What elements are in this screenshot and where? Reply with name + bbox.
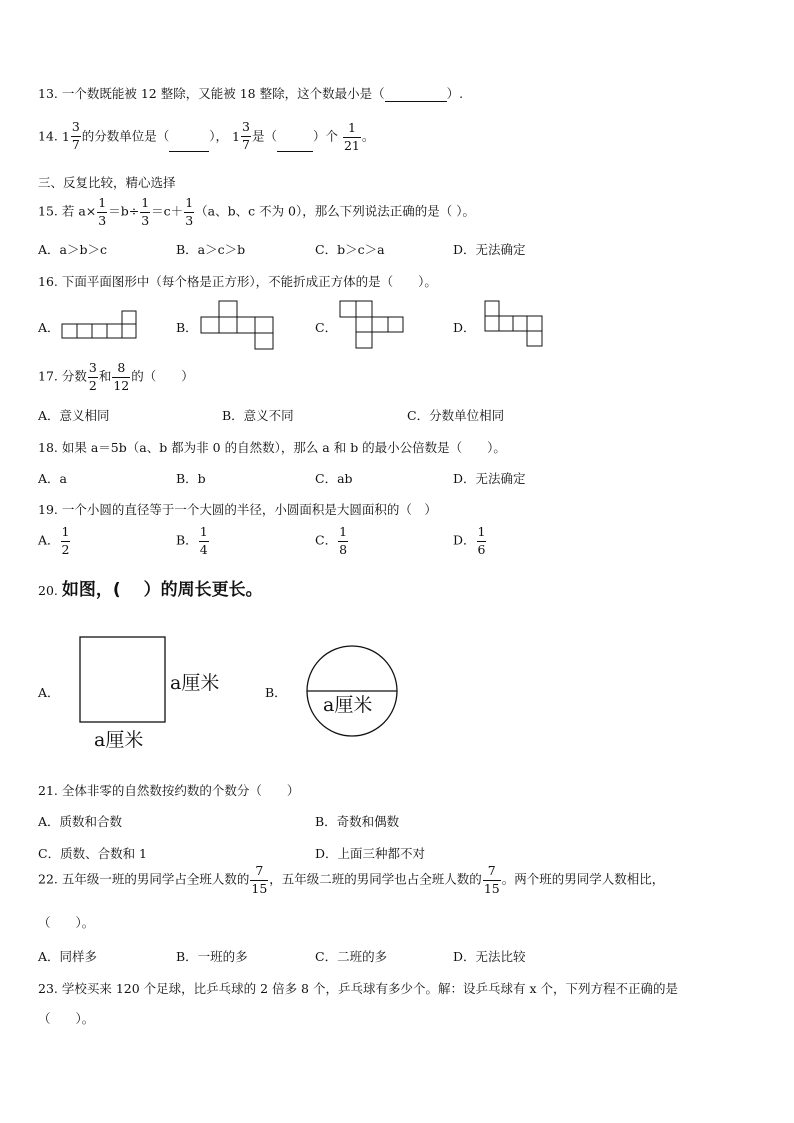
option-c[interactable]: C．质数、合数和 1: [38, 846, 147, 861]
question-22: 22. 五年级一班的男同学占全班人数的 $\frac{7}{15}$ ，五年级二班的男同学也占全班人数的 $\frac{7}{15}$ 。两个班的男同学人数相比，: [38, 863, 665, 896]
cube-net-c: [339, 300, 404, 349]
option-c[interactable]: C． $\frac{1}{8}$: [315, 524, 348, 557]
option-b[interactable]: B．一班的多: [176, 949, 248, 964]
option-c[interactable]: C．b＞c＞a: [315, 242, 385, 257]
circle-figure: [303, 644, 401, 738]
option-b[interactable]: B．意义不同: [222, 408, 294, 423]
fraction: $\frac{1}{21}$: [343, 120, 360, 153]
option-a[interactable]: A．质数和合数: [38, 814, 123, 829]
option-a[interactable]: A． $\frac{1}{2}$: [38, 524, 70, 557]
square-figure: [76, 634, 236, 754]
mixed-number: 1 $\frac{3}{7}$: [61, 119, 80, 152]
question-23-tail: （ ）。: [38, 1011, 95, 1026]
question-15: 15. 若 a× $\frac{1}{3}$ ＝b÷ $\frac{1}{3}$ ＝c＋ $\frac{1}{3}$ （a、b、c 不为 0），那么下列说法正确的是（ ）。: [38, 195, 475, 228]
option-d-label[interactable]: D．: [453, 320, 476, 335]
option-a[interactable]: A．意义相同: [38, 408, 110, 423]
cube-net-b: [200, 300, 274, 351]
question-tail: ）.: [446, 86, 464, 101]
cube-net-a: [61, 310, 137, 340]
option-c[interactable]: C．二班的多: [315, 949, 388, 964]
option-d[interactable]: D． $\frac{1}{6}$: [453, 524, 486, 557]
option-b-label[interactable]: B．: [176, 320, 198, 335]
option-b[interactable]: B．b: [176, 471, 206, 486]
option-a[interactable]: A．a＞b＞c: [38, 242, 107, 257]
option-d[interactable]: D．无法比较: [453, 949, 526, 964]
question-13: [38, 84, 463, 102]
option-d[interactable]: D．上面三种都不对: [315, 846, 426, 861]
question-23: 23. 学校买来 120 个足球，比乒乓球的 2 倍多 8 个，乒乓球有多少个。解：设乒乓球有 x 个，下列方程不正确的是: [38, 981, 678, 996]
option-b[interactable]: B． $\frac{1}{4}$: [176, 524, 208, 557]
option-c[interactable]: C．ab: [315, 471, 353, 486]
question-22-tail: （ ）。: [38, 915, 95, 930]
diameter-label: a厘米: [323, 694, 373, 716]
option-a[interactable]: A．同样多: [38, 949, 98, 964]
option-c[interactable]: C．分数单位相同: [407, 408, 505, 423]
bottom-label: a厘米: [94, 729, 144, 751]
cube-net-d: [484, 300, 544, 348]
mixed-number: 1 $\frac{3}{7}$: [232, 119, 250, 152]
option-b[interactable]: B．a＞c＞b: [176, 242, 246, 257]
option-a-label[interactable]: A．: [38, 320, 60, 335]
question-14: 14. 1 $\frac{3}{7}$ 的分数单位是（ ）， 1 $\frac{3}{7}$ 是（ ）个 $\frac{1}{21}$ 。: [38, 119, 375, 153]
answer-blank[interactable]: [277, 139, 313, 152]
question-18: 18. 如果 a＝5b（a、b 都为非 0 的自然数），那么 a 和 b 的最小公倍数是（ ）。: [38, 440, 506, 455]
question-19: 19. 一个小圆的直径等于一个大圆的半径，小圆面积是大圆面积的（ ）: [38, 502, 437, 517]
question-number: 14.: [38, 128, 58, 144]
question-number: 13.: [38, 86, 58, 101]
option-d[interactable]: D．无法确定: [453, 471, 526, 486]
option-d[interactable]: D．无法确定: [453, 242, 526, 257]
option-c-label[interactable]: C．: [315, 320, 338, 335]
answer-blank[interactable]: [169, 139, 209, 152]
question-17: 17. 分数 $\frac{3}{2}$ 和 $\frac{8}{12}$ 的（ ）: [38, 360, 194, 393]
question-21: 21. 全体非零的自然数按约数的个数分（ ）: [38, 783, 300, 798]
question-20: 20. 如图，( ）的周长更长。: [38, 580, 263, 600]
side-label: a厘米: [170, 672, 220, 694]
option-b-label[interactable]: B．: [265, 685, 287, 700]
question-text: 一个数既能被 12 整除，又能被 18 整除，这个数最小是（: [61, 86, 385, 101]
option-b[interactable]: B．奇数和偶数: [315, 814, 400, 829]
option-a[interactable]: A．a: [38, 471, 67, 486]
option-a-label[interactable]: A．: [38, 685, 60, 700]
answer-blank[interactable]: [385, 89, 447, 102]
question-16: 16. 下面平面图形中（每个格是正方形），不能折成正方体的是（ ）。: [38, 274, 437, 289]
section-heading: 三、反复比较，精心选择: [38, 175, 176, 190]
